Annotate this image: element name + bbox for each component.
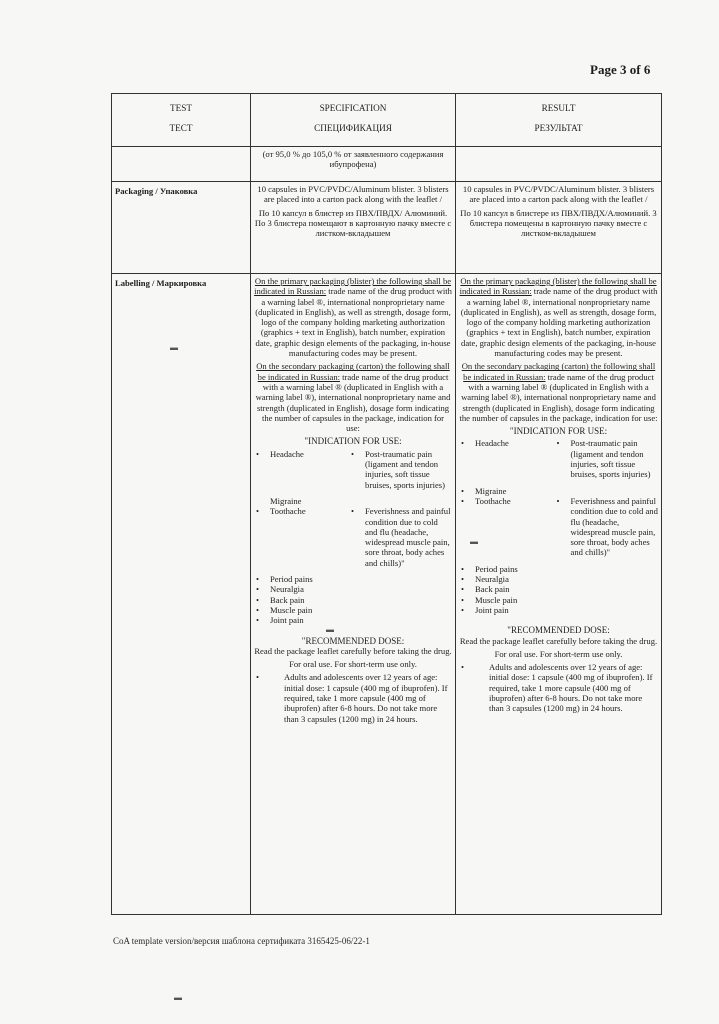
table-header-row — [112, 94, 661, 146]
page-label: Page — [590, 62, 617, 77]
labelling-result-cell — [456, 274, 661, 914]
page-number — [590, 62, 650, 78]
result-ind-period: Period pains — [475, 563, 518, 574]
list-item: • Post-traumatic pain (ligament and tendon injuries, soft tissue bruises, sports injuries) — [555, 438, 658, 479]
scan-mark: ▬ — [470, 537, 478, 546]
spec-ind-migraine: Migraine — [270, 495, 302, 506]
result-primary-heading: On the primary packaging (blister) the following shall be indicated in Russian: — [459, 276, 657, 297]
header-test-en: TEST — [170, 103, 192, 113]
list-item: • Period pains — [461, 563, 518, 574]
spec-ind-post-traumatic: Post-traumatic pain (ligament and tendon injuries, soft tissue bruises, sports injuries) — [365, 448, 445, 490]
packaging-result-en: 10 capsules in PVC/PVDC/Aluminum blister. 3 blisters are placed into a carton pack along with the leaflet / — [462, 184, 655, 205]
result-ind-muscle: Muscle pain — [475, 594, 518, 605]
labelling-test-cell: Labelling / Маркировка — [112, 274, 251, 914]
list-item: • Adults and adolescents over 12 years of age: initial dose: 1 capsule (400 mg of ibuprofen). If required, take 1 more capsule (400 mg of ibuprofen) after 6-8 hours. Do not take more than 3 capsules (1200 mg) in 24 hours. — [254, 672, 452, 723]
scan-mark: ▬ — [174, 993, 182, 1002]
page-current: 3 — [619, 62, 627, 77]
spec-ind-back: Back pain — [270, 594, 305, 605]
result-dose-oral: For oral use. For short-term use only. — [494, 648, 623, 659]
spec-ind-headache: Headache — [270, 448, 304, 459]
spec-dose-adults: Adults and adolescents over 12 years of age: initial dose: 1 capsule (400 mg of ibuprofen). If required, take 1 more capsule (400 mg of ibuprofen) after 6-8 hours. Do not take more than 3 capsules (1200 mg) in 24 hours. — [284, 672, 448, 724]
result-ind-post-traumatic: Post-traumatic pain (ligament and tendon injuries, soft tissue bruises, sports injuries) — [570, 438, 651, 480]
spec-primary-heading: On the primary packaging (blister) the following shall be indicated in Russian: — [254, 276, 452, 297]
spec-ind-toothache: Toothache — [270, 506, 306, 517]
list-item — [254, 496, 452, 506]
spec-secondary-text: trade name of the drug product with a warning label ® (duplicated in English with a warning label ®), international nonproprietary name and strength (duplicated in English), dosage form indicating the number of capsules in the package, indication for use: — [255, 371, 451, 434]
list-item: • Joint pain — [256, 615, 304, 626]
list-item: • Adults and adolescents over 12 years of age: initial dose: 1 capsule (400 mg of ibuprofen). If required, take 1 more capsule (400 mg of ibuprofen) after 6-8 hours. Do not take more than 3 capsules (1200 mg) in 24 hours. — [459, 662, 658, 713]
result-ind-joint: Joint pain — [475, 604, 509, 615]
header-result-ru: РЕЗУЛЬТАТ — [534, 123, 583, 133]
continuation-test-cell — [112, 147, 251, 181]
spec-ind-feverishness: Feverishness and painful condition due to cold and flu (headache, widespread muscle pain, sore throat, body aches and chills)" — [365, 506, 451, 568]
spec-ind-muscle: Muscle pain — [270, 604, 313, 615]
result-secondary-heading: On the secondary packaging (carton) the following shall be indicated in Russian: — [461, 361, 656, 382]
header-test-ru: ТЕСТ — [169, 123, 193, 133]
packaging-test-cell: Packaging / Упаковка — [112, 182, 251, 273]
spec-indication-grid-2 — [254, 506, 452, 568]
result-ind-toothache: Toothache — [475, 495, 511, 506]
result-indication-grid-2 — [459, 496, 658, 558]
list-item: • Headache — [256, 448, 304, 459]
scan-mark: ▬ — [170, 343, 178, 352]
spec-primary-text: trade name of the drug product with a warning label ®, international nonproprietary name (duplicated in English), as well as strength, dosage form, logo of the company holding marketing authorization (graphics + text in English), batch number, expiration date, graphic design elements of the packaging, in-house manufacturing codes may be present. — [255, 286, 452, 359]
header-result — [456, 94, 661, 146]
list-item: • Muscle pain — [256, 604, 313, 615]
header-spec-ru: СПЕЦИФИКАЦИЯ — [314, 123, 392, 133]
packaging-spec-ru: По 10 капсул в блистер из ПВХ/ПВДХ/ Алюминий. По 3 блистера помещают в картонную пачку вместе с листком-вкладышем — [254, 207, 452, 239]
list-item: • Post-traumatic pain (ligament and tendon injuries, soft tissue bruises, sports injuries) — [349, 449, 452, 490]
list-item: • Muscle pain — [461, 594, 518, 605]
result-primary-text: trade name of the drug product with a warning label ®, international nonproprietary name (duplicated in English), as well as strength, dosage form, logo of the company holding marketing authorization (graphics + text in English), batch number, expiration date, graphic design elements of the packaging, in-house manufacturing codes may be present. — [460, 286, 658, 359]
page-total: 6 — [643, 62, 651, 77]
result-dose-read: Read the package leaflet carefully before taking the drug. — [459, 635, 658, 646]
list-item: • Back pain — [256, 594, 305, 605]
result-dose-title: "RECOMMENDED DOSE: — [507, 625, 610, 636]
result-indication-title: "INDICATION FOR USE: — [509, 426, 608, 437]
list-item: • Toothache — [256, 506, 306, 517]
continuation-result-cell — [456, 147, 661, 181]
header-result-en: RESULT — [541, 103, 576, 113]
spec-dose-title: "RECOMMENDED DOSE: — [301, 635, 405, 646]
spec-dose-oral: For oral use. For short-term use only. — [289, 659, 417, 670]
result-indication-grid — [459, 438, 658, 479]
continuation-spec-cell: (от 95,0 % до 105,0 % от заявленного содержания ибупрофена) — [251, 147, 456, 181]
spec-secondary-heading: On the secondary packaging (carton) the following shall be indicated in Russian: — [256, 361, 450, 382]
labelling-spec-cell — [251, 274, 456, 914]
result-ind-migraine: Migraine — [475, 485, 507, 496]
spec-indication-title: "INDICATION FOR USE: — [304, 436, 402, 447]
result-ind-headache: Headache — [475, 438, 509, 449]
list-item: • Headache — [461, 438, 509, 449]
result-primary-packaging — [459, 276, 658, 358]
list-item: • Neuralgia — [256, 584, 304, 595]
table-row-packaging — [112, 181, 661, 273]
list-item: • Neuralgia — [461, 574, 509, 585]
spec-ind-period: Period pains — [270, 574, 313, 585]
header-spec — [251, 94, 456, 146]
packaging-spec-cell — [251, 182, 456, 273]
list-item: • Feverishness and painful condition due to cold and flu (headache, widespread muscle pain, sore throat, body aches and chills)" — [556, 495, 658, 558]
packaging-spec-en: 10 capsules in PVC/PVDC/Aluminum blister. 3 blisters are placed into a carton pack along with the leaflet / — [257, 184, 449, 205]
packaging-result-ru: По 10 капсул в блистере из ПВХ/ПВДХ/Алюминий. 3 блистера помещены в картонную пачку вместе с листком-вкладышем — [460, 207, 657, 239]
list-item: • Back pain — [461, 584, 510, 595]
result-ind-back: Back pain — [475, 584, 510, 595]
packaging-result-cell — [456, 182, 661, 273]
spec-ind-neuralgia: Neuralgia — [270, 584, 304, 595]
table-row-continuation — [112, 146, 661, 181]
result-secondary-text: trade name of the drug product with a warning label ® (duplicated in English with a warning label ®), international nonproprietary name and strength (duplicated in English), dosage form indicating the number of capsules in the package, indication for use: — [459, 371, 658, 423]
spec-secondary-packaging — [254, 361, 452, 433]
list-item: • Joint pain — [461, 604, 509, 615]
list-item: • Period pains — [256, 574, 313, 585]
spec-indication-grid — [254, 449, 452, 490]
result-dose-adults: Adults and adolescents over 12 years of age: initial dose: 1 capsule (400 mg of ibuprofen). If required, take 1 more capsule (400 mg of ibuprofen) after 6-8 hours. Do not take more than 3 capsules (1200 mg) in 24 hours. — [489, 662, 653, 714]
header-spec-en: SPECIFICATION — [319, 103, 387, 113]
list-item: • Toothache — [461, 495, 511, 506]
spec-ind-joint: Joint pain — [270, 615, 304, 626]
page-of: of — [629, 62, 641, 77]
result-ind-neuralgia: Neuralgia — [475, 574, 509, 585]
coa-table — [111, 93, 662, 915]
spec-dose-read: Read the package leaflet carefully before taking the drug. — [254, 645, 452, 656]
scan-mark: ▬ — [326, 625, 334, 634]
list-item: • Feverishness and painful condition due to cold and flu (headache, widespread muscle pain, sore throat, body aches and chills)" — [351, 506, 451, 568]
footer-template-version: CoA template version/версия шаблона сертификата 3165425-06/22-1 — [113, 936, 370, 946]
result-ind-feverishness: Feverishness and painful condition due to cold and flu (headache, widespread muscle pain, sore throat, body aches and chills)" — [570, 495, 658, 558]
list-item: • Migraine — [461, 485, 507, 496]
spec-primary-packaging — [254, 276, 452, 358]
header-test — [112, 94, 251, 146]
table-row-labelling — [112, 273, 661, 914]
result-secondary-packaging — [459, 361, 658, 423]
